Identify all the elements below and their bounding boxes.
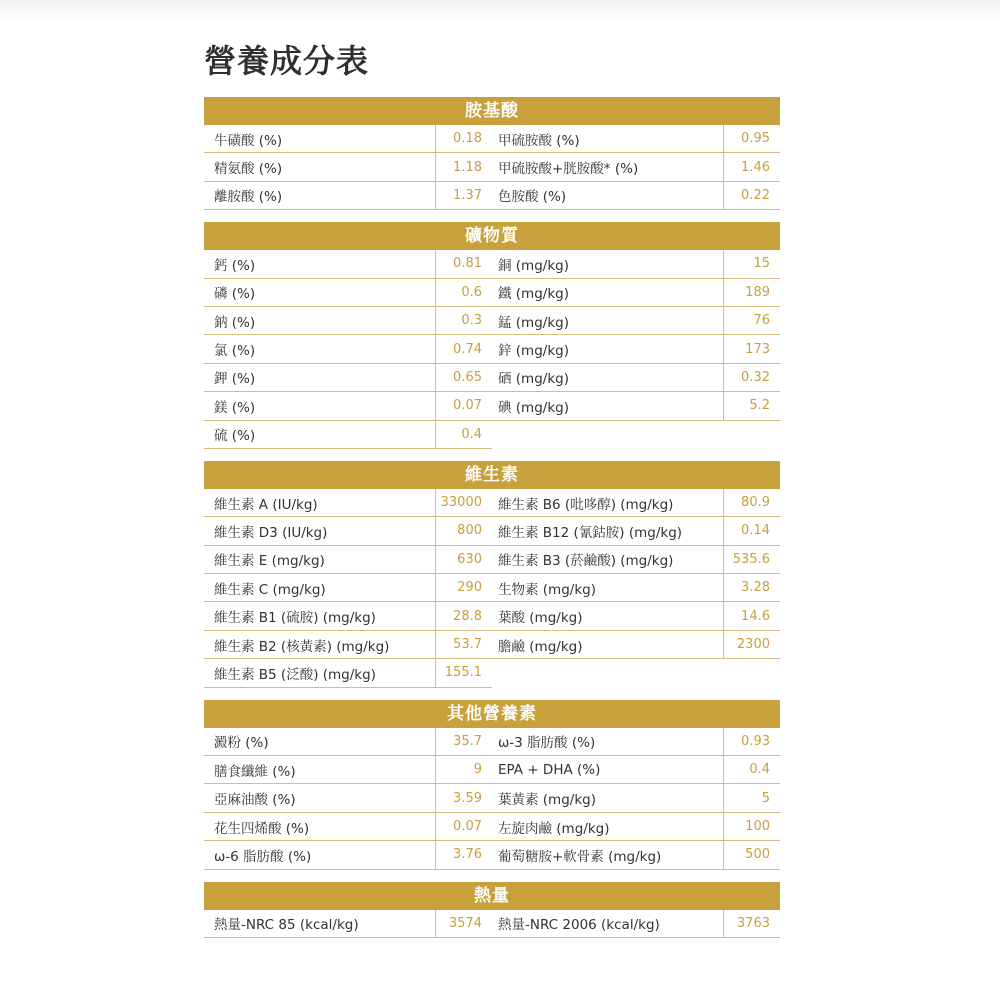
nutrient-label: 葉酸 (mg/kg) [492, 602, 724, 629]
nutrient-label: 磷 (%) [204, 279, 436, 306]
nutrient-value: 5 [761, 790, 770, 806]
table-row [204, 182, 492, 210]
nutrient-value: 53.7 [453, 637, 482, 653]
table-row [492, 250, 780, 278]
section-header: 其他營養素 [204, 700, 780, 728]
nutrient-value: 0.07 [453, 819, 482, 834]
nutrient-value: 33000 [440, 495, 482, 511]
nutrient-value: 14.6 [741, 608, 770, 624]
nutrient-label: 亞麻油酸 (%) [204, 784, 436, 811]
table-row [492, 489, 780, 517]
table-row [204, 602, 492, 630]
nutrient-label: 牛磺酸 (%) [204, 125, 436, 152]
nutrient-label: 維生素 B3 (菸鹼酸) (mg/kg) [492, 546, 724, 573]
nutrient-label: 左旋肉鹼 (mg/kg) [492, 813, 724, 840]
nutrient-label: 維生素 B12 (氰鈷胺) (mg/kg) [492, 517, 724, 544]
table-row [492, 182, 780, 210]
table-row [492, 392, 780, 420]
nutrient-value: 0.4 [461, 426, 482, 442]
table-row [492, 841, 780, 869]
table-row [492, 728, 780, 756]
nutrient-label: 鎂 (%) [204, 392, 436, 419]
nutrient-value: 0.93 [741, 733, 770, 749]
table-row [204, 153, 492, 181]
table-row [204, 364, 492, 392]
section-rows [204, 250, 780, 449]
nutrient-value: 1.46 [741, 159, 770, 175]
nutrient-label: EPA + DHA (%) [492, 756, 724, 783]
nutrient-value: 100 [745, 819, 770, 834]
nutrient-label: 硒 (mg/kg) [492, 364, 724, 391]
table-row [204, 841, 492, 869]
nutrient-label: 碘 (mg/kg) [492, 392, 724, 419]
nutrient-value: 15 [753, 256, 770, 272]
nutrient-value: 3.28 [741, 580, 770, 596]
nutrient-label: 花生四烯酸 (%) [204, 813, 436, 840]
table-row [492, 421, 780, 449]
section-rows [204, 489, 780, 688]
table-row [204, 813, 492, 841]
table-row [492, 910, 780, 938]
nutrient-label [492, 421, 724, 449]
table-row [492, 631, 780, 659]
table-row [204, 250, 492, 278]
nutrient-label: 鐵 (mg/kg) [492, 279, 724, 306]
section-rows [204, 728, 780, 870]
nutrient-label: 維生素 B1 (硫胺) (mg/kg) [204, 602, 436, 629]
nutrient-value: 800 [457, 523, 482, 539]
section-rows [204, 125, 780, 210]
nutrient-value: 500 [745, 847, 770, 863]
table-row [492, 756, 780, 784]
nutrition-section [204, 700, 780, 870]
nutrient-value: 76 [753, 313, 770, 329]
nutrient-label: 鉀 (%) [204, 364, 436, 391]
nutrient-value: 189 [745, 284, 770, 300]
section-header: 熱量 [204, 882, 780, 910]
table-row [204, 392, 492, 420]
nutrient-label: 生物素 (mg/kg) [492, 574, 724, 601]
nutrient-value: 28.8 [453, 608, 482, 624]
nutrient-value: 0.95 [741, 131, 770, 147]
nutrition-section [204, 461, 780, 688]
page-title: 營養成分表 [204, 42, 370, 80]
nutrient-value: 80.9 [741, 495, 770, 511]
table-row [492, 335, 780, 363]
nutrient-value: 0.32 [741, 369, 770, 385]
table-row [492, 602, 780, 630]
nutrient-label: 維生素 A (IU/kg) [204, 489, 436, 516]
table-row [204, 279, 492, 307]
nutrient-label: 維生素 C (mg/kg) [204, 574, 436, 601]
table-row [204, 125, 492, 153]
nutrient-value: 0.4 [749, 762, 770, 778]
section-header: 礦物質 [204, 222, 780, 250]
table-row [204, 421, 492, 449]
table-row [492, 574, 780, 602]
nutrient-value [724, 659, 780, 687]
table-row [492, 364, 780, 392]
table-row [492, 659, 780, 687]
nutrient-label: 硫 (%) [204, 421, 436, 448]
nutrition-section [204, 97, 780, 210]
table-row [204, 910, 492, 938]
table-row [204, 659, 492, 687]
nutrient-value: 1.18 [453, 159, 482, 175]
nutrient-label: 錳 (mg/kg) [492, 307, 724, 334]
nutrient-label: 離胺酸 (%) [204, 182, 436, 209]
nutrient-value: 0.65 [453, 369, 482, 385]
nutrient-label: 維生素 B2 (核黃素) (mg/kg) [204, 631, 436, 658]
nutrient-value: 0.18 [453, 131, 482, 147]
nutrient-label: 鈣 (%) [204, 250, 436, 277]
nutrient-value: 3763 [736, 915, 770, 931]
table-row [204, 631, 492, 659]
nutrient-label: 維生素 B5 (泛酸) (mg/kg) [204, 659, 436, 686]
nutrient-label: ω-3 脂肪酸 (%) [492, 728, 724, 755]
nutrient-label: 熱量-NRC 2006 (kcal/kg) [492, 910, 724, 937]
nutrient-label: 色胺酸 (%) [492, 182, 724, 209]
table-row [492, 784, 780, 812]
nutrition-section [204, 222, 780, 449]
table-row [204, 489, 492, 517]
nutrient-value: 5.2 [749, 398, 770, 414]
table-row [492, 153, 780, 181]
table-row [204, 784, 492, 812]
nutrient-value: 0.3 [461, 313, 482, 329]
nutrient-label: 銅 (mg/kg) [492, 250, 724, 277]
nutrient-label: 維生素 E (mg/kg) [204, 546, 436, 573]
section-header: 維生素 [204, 461, 780, 489]
nutrient-value [724, 421, 780, 449]
nutrient-label: 葉黃素 (mg/kg) [492, 784, 724, 811]
nutrition-table [204, 97, 780, 950]
nutrient-label: 葡萄糖胺+軟骨素 (mg/kg) [492, 841, 724, 868]
nutrient-value: 0.07 [453, 398, 482, 414]
table-row [204, 546, 492, 574]
table-row [492, 813, 780, 841]
top-shadow [0, 0, 1000, 22]
nutrient-value: 155.1 [444, 665, 482, 681]
nutrient-value: 173 [745, 341, 770, 357]
nutrient-label: 精氨酸 (%) [204, 153, 436, 180]
nutrient-value: 3574 [448, 915, 482, 931]
nutrient-value: 9 [473, 762, 482, 778]
table-row [204, 517, 492, 545]
nutrient-value: 1.37 [453, 187, 482, 203]
table-row [492, 125, 780, 153]
nutrition-section [204, 882, 780, 938]
nutrient-value: 630 [457, 551, 482, 567]
nutrient-label: 熱量-NRC 85 (kcal/kg) [204, 910, 436, 937]
nutrient-value: 0.81 [453, 256, 482, 272]
table-row [204, 728, 492, 756]
nutrient-value: 0.14 [741, 523, 770, 539]
nutrient-label [492, 659, 724, 687]
nutrient-label: 維生素 D3 (IU/kg) [204, 517, 436, 544]
nutrient-value: 0.22 [741, 187, 770, 203]
nutrient-value: 0.74 [453, 341, 482, 357]
table-row [204, 335, 492, 363]
section-rows [204, 910, 780, 938]
table-row [204, 756, 492, 784]
nutrient-label: 膽鹼 (mg/kg) [492, 631, 724, 658]
table-row [492, 307, 780, 335]
nutrient-value: 3.59 [453, 790, 482, 806]
table-row [492, 279, 780, 307]
section-header: 胺基酸 [204, 97, 780, 125]
nutrient-value: 290 [457, 580, 482, 596]
nutrient-label: 氯 (%) [204, 335, 436, 362]
nutrient-value: 3.76 [453, 847, 482, 863]
nutrient-label: 鈉 (%) [204, 307, 436, 334]
nutrient-label: 甲硫胺酸 (%) [492, 125, 724, 152]
nutrient-value: 35.7 [453, 733, 482, 749]
table-row [492, 517, 780, 545]
nutrient-label: 膳食纖維 (%) [204, 756, 436, 783]
table-row [204, 574, 492, 602]
nutrient-label: ω-6 脂肪酸 (%) [204, 841, 436, 868]
nutrient-label: 鋅 (mg/kg) [492, 335, 724, 362]
nutrient-label: 維生素 B6 (吡哆醇) (mg/kg) [492, 489, 724, 516]
table-row [492, 546, 780, 574]
nutrient-label: 甲硫胺酸+胱胺酸* (%) [492, 153, 724, 180]
nutrient-value: 2300 [736, 637, 770, 653]
nutrient-label: 澱粉 (%) [204, 728, 436, 755]
nutrient-value: 0.6 [461, 284, 482, 300]
table-row [204, 307, 492, 335]
nutrient-value: 535.6 [732, 551, 770, 567]
